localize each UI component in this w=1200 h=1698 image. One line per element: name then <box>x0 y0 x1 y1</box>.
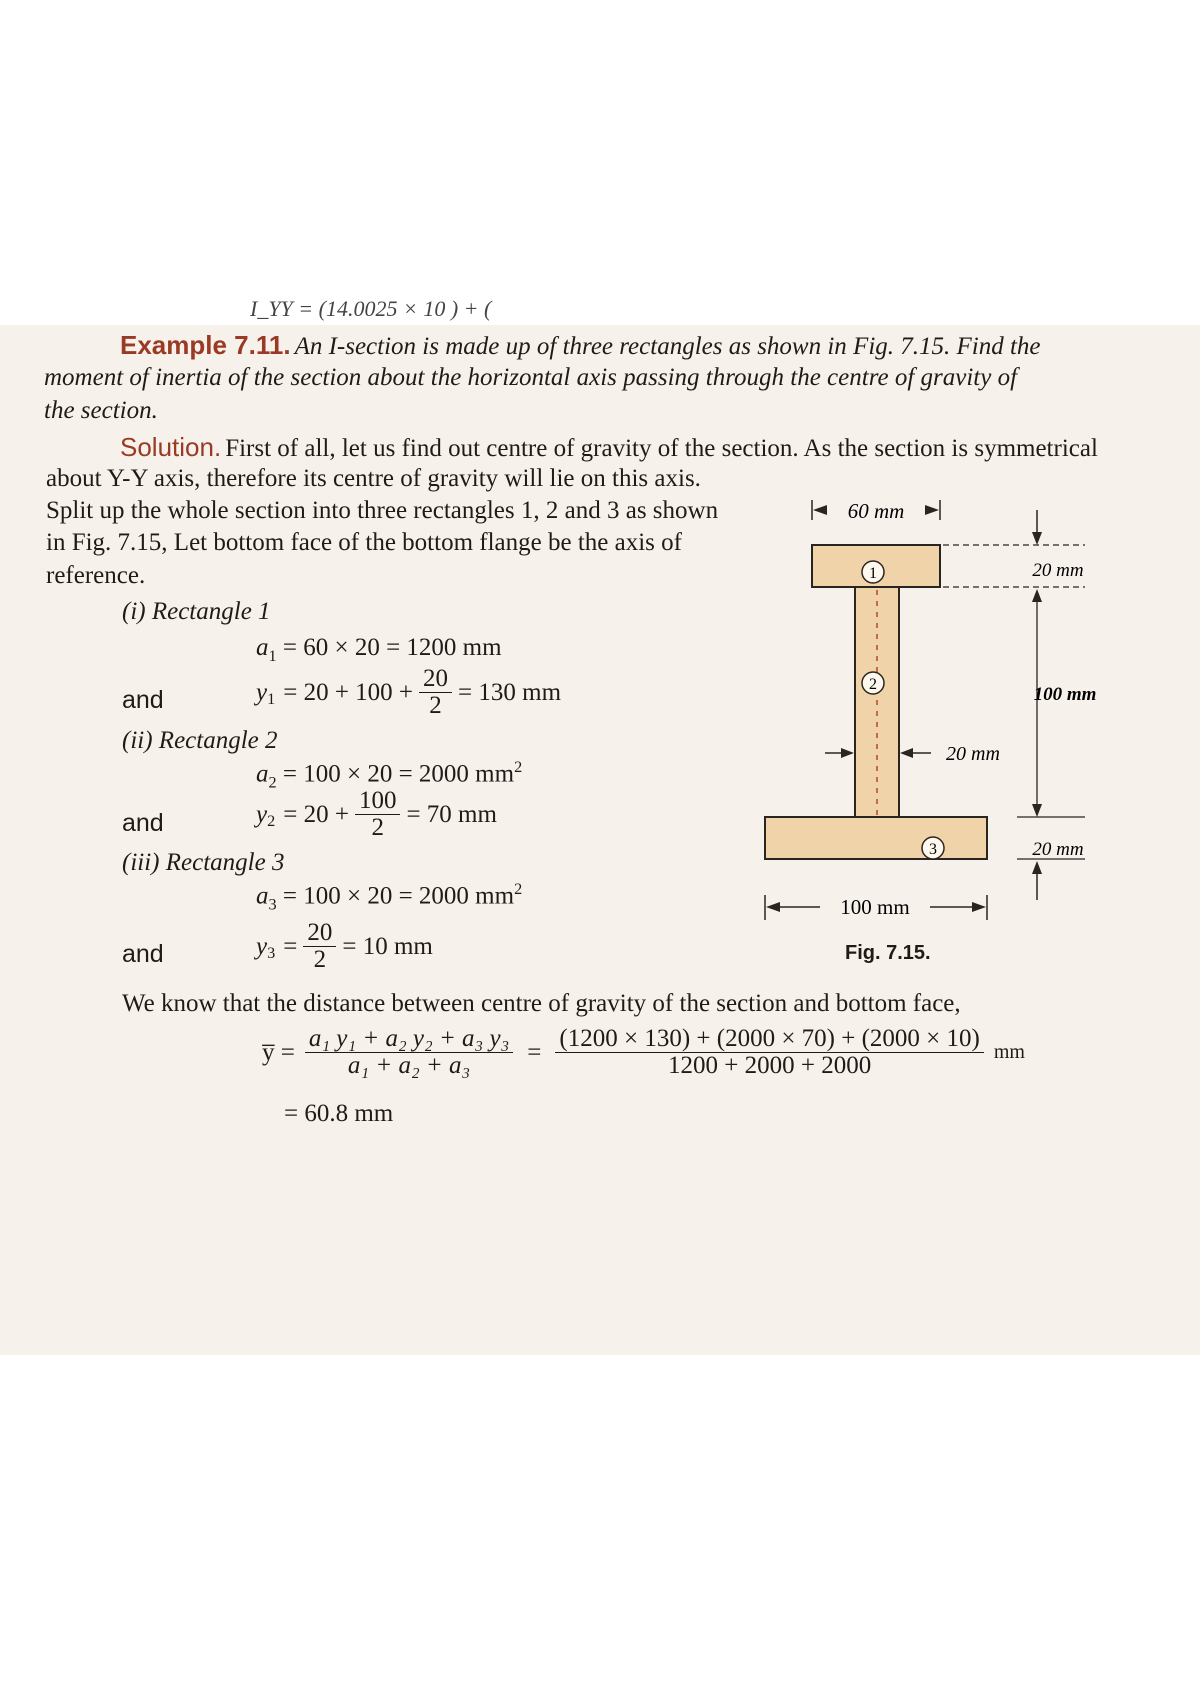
dim-arrow-left-icon <box>813 505 827 515</box>
bottom-arrow-left-icon <box>766 902 780 912</box>
formula-denominator: a₁ + a₂ + a₃ <box>347 1052 471 1080</box>
rect1-y-num: 20 <box>419 666 452 693</box>
rect2-heading: (ii) Rectangle 2 <box>122 727 278 754</box>
formula-values-numerator: (1200 × 130) + (2000 × 70) + (2000 × 10) <box>555 1026 983 1053</box>
formula-unit: mm <box>993 1041 1025 1064</box>
rect2-area-symbol: a <box>256 760 269 788</box>
rect3-area-sup: 2 <box>514 880 523 898</box>
solution-text-1: First of all, let us find out centre of gravity of the section. As the section is symmetrical <box>225 435 1098 462</box>
rect3-y-num: 20 <box>303 920 336 947</box>
figure-caption: Fig. 7.15. <box>845 942 931 964</box>
rect3-y-sub: 3 <box>267 944 276 963</box>
solution-line-1 <box>120 432 1098 463</box>
rect3-y-symbol: y <box>256 932 268 960</box>
rect1-y-symbol: y <box>256 678 268 706</box>
bottom-flange <box>765 817 987 859</box>
i-section-figure <box>755 490 1100 930</box>
dim-web-width: 20 mm <box>946 743 1000 765</box>
rect3-and: and <box>122 940 164 968</box>
rect2-y-sub: 2 <box>267 812 276 831</box>
bottom-arrow-right-icon <box>972 902 986 912</box>
centroid-result: = 60.8 mm <box>284 1100 394 1127</box>
label-2: 2 <box>869 676 877 693</box>
rect2-y-post: = 70 mm <box>406 800 497 828</box>
dim-arrow-down-icon-2 <box>1032 804 1042 817</box>
rect1-and: and <box>122 686 164 714</box>
rect3-area-sub: 3 <box>268 895 277 914</box>
distance-statement: We know that the distance between centre of gravity of the section and bottom face, <box>122 990 961 1017</box>
rect1-y-sub: 1 <box>267 690 276 709</box>
rect1-area <box>256 634 502 666</box>
solution-text-2: about Y-Y axis, therefore its centre of gravity will lie on this axis. <box>46 465 701 492</box>
web-arrow-right-icon <box>841 748 854 758</box>
rect3-heading: (iii) Rectangle 3 <box>122 849 285 876</box>
dim-arrow-down-icon <box>1032 532 1042 545</box>
problem-text-1: An I-section is made up of three rectangles as shown in Fig. 7.15. Find the <box>294 333 1041 360</box>
rect1-y-den: 2 <box>429 692 442 720</box>
rect1-y-post: = 130 mm <box>458 678 562 706</box>
centroid-formula <box>262 1026 1025 1080</box>
problem-text-2: moment of inertia of the section about the horizontal axis passing through the centre of gravity of <box>44 364 1018 391</box>
dim-arrow-up-icon-2 <box>1032 861 1042 874</box>
rect1-area-symbol: a <box>256 634 269 661</box>
rect3-centroid <box>256 920 433 974</box>
formula-numerator: a₁ y₁ + a₂ y₂ + a₃ y₃ <box>305 1026 513 1053</box>
dim-top-flange: 20 mm <box>1032 560 1084 581</box>
label-1: 1 <box>869 565 877 582</box>
rect1-y-pre: = 20 + 100 + <box>283 678 414 706</box>
dim-arrow-up-icon <box>1032 589 1042 602</box>
solution-text-4: in Fig. 7.15, Let bottom face of the bottom flange be the axis of <box>46 529 682 556</box>
rect3-area-symbol: a <box>256 882 269 910</box>
rect3-y-den: 2 <box>313 946 327 974</box>
example-label: Example 7.11. <box>120 330 291 360</box>
rect3-area <box>256 880 522 914</box>
dim-top-width: 60 mm <box>847 499 905 523</box>
solution-text-3: Split up the whole section into three rectangles 1, 2 and 3 as shown <box>46 497 719 524</box>
rect3-y-post: = 10 mm <box>342 932 433 960</box>
rect3-area-value: = 100 × 20 = 2000 mm <box>282 882 515 910</box>
formula-equals: = <box>527 1038 542 1066</box>
web-arrow-left-icon <box>900 748 913 758</box>
dim-bottom-flange: 20 mm <box>1032 839 1084 860</box>
rect2-area-sub: 2 <box>268 773 277 792</box>
dim-bottom-width: 100 mm <box>840 895 910 919</box>
formula-lhs: y̅ = <box>262 1038 295 1066</box>
label-3: 3 <box>929 841 937 858</box>
formula-values-denominator: 1200 + 2000 + 2000 <box>668 1052 872 1080</box>
rect1-area-value: = 60 × 20 = 1200 mm <box>282 634 502 661</box>
rect1-area-sub: 1 <box>268 647 277 665</box>
rect2-y-pre: = 20 + <box>283 800 349 828</box>
rect2-and: and <box>122 809 164 837</box>
rect2-y-symbol: y <box>256 800 268 828</box>
rect2-y-num: 100 <box>355 788 401 815</box>
rect3-y-pre: = <box>283 932 298 960</box>
rect2-area-value: = 100 × 20 = 2000 mm <box>282 760 515 788</box>
rect1-centroid <box>256 666 561 720</box>
dim-web-height: 100 mm <box>1033 684 1097 705</box>
cut-off-line: I_YY = (14.0025 × 10 ) + ( <box>250 296 492 321</box>
rect2-centroid <box>256 788 497 842</box>
example-line-1 <box>120 330 1041 361</box>
solution-label: Solution. <box>120 432 222 462</box>
rect2-area-sup: 2 <box>514 758 523 776</box>
solution-text-5: reference. <box>46 562 146 589</box>
dim-arrow-right-icon <box>925 505 939 515</box>
problem-text-3: the section. <box>44 397 158 424</box>
rect1-heading: (i) Rectangle 1 <box>122 598 271 625</box>
rect2-y-den: 2 <box>371 814 384 842</box>
